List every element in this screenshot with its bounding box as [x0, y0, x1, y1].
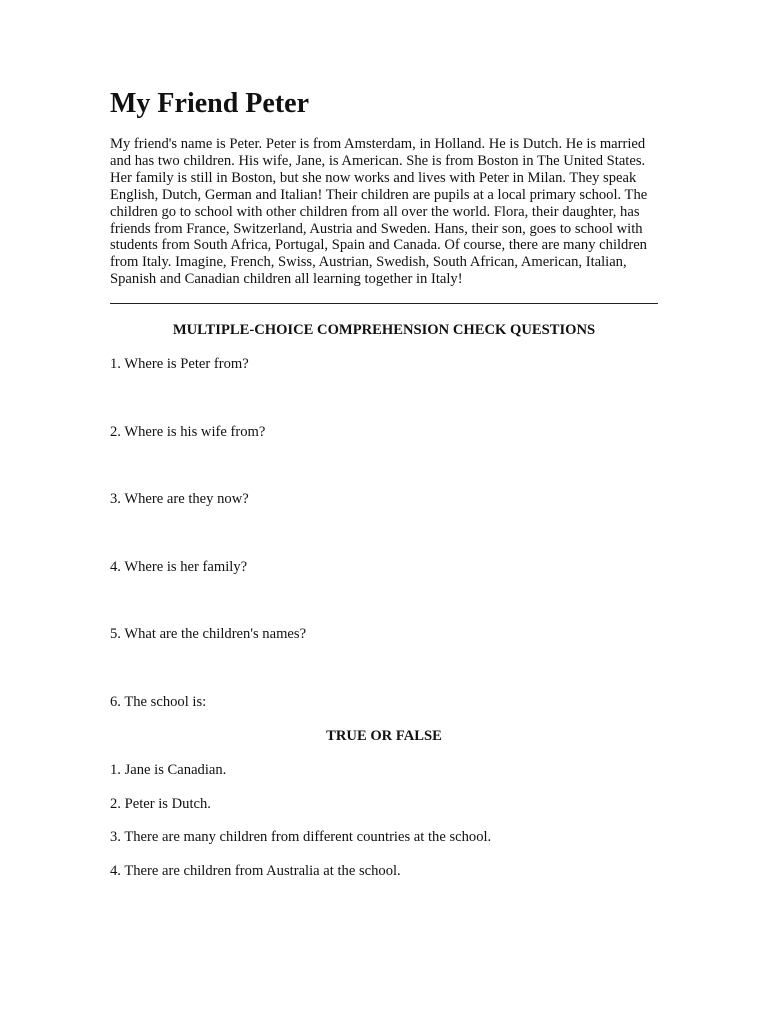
tf-section-heading: TRUE OR FALSE — [326, 728, 442, 744]
page-title: My Friend Peter — [110, 88, 310, 119]
mc-question-5: 5. What are the children's names? — [110, 626, 307, 642]
mc-question-6: 6. The school is: — [110, 694, 207, 710]
story-paragraph: My friend's name is Peter. Peter is from Amsterdam, in Holland. He is Dutch. He is married and has two children. His wife, Jane, is American. She is from Boston in The United States. Her family is still in Boston, but she now works and lives with Peter in Milan. They speak English, Dutch, German and Italian! Their children are pupils at a local primary school. The children go to school with other children from all over the world. Flora, their daughter, has friends from France, Switzerland, Austria and Sweden. Hans, their son, goes to school with students from South Africa, Portugal, Spain and Canada. Of course, there are many children from Italy. Imagine, French, Swiss, Austrian, Swedish, South African, American, Italian, Spanish and Canadian children all learning together in Italy! — [110, 136, 648, 288]
tf-statement-1: 1. Jane is Canadian. — [110, 762, 227, 778]
tf-statement-4: 4. There are children from Australia at the school. — [110, 863, 401, 879]
mc-question-1: 1. Where is Peter from? — [110, 356, 249, 372]
tf-statement-3: 3. There are many children from different countries at the school. — [110, 829, 492, 845]
section-divider — [110, 303, 658, 304]
mc-section-heading: MULTIPLE-CHOICE COMPREHENSION CHECK QUESTIONS — [172, 322, 596, 338]
tf-statement-2: 2. Peter is Dutch. — [110, 796, 211, 812]
mc-question-4: 4. Where is her family? — [110, 559, 248, 575]
mc-question-2: 2. Where is his wife from? — [110, 424, 266, 440]
mc-question-3: 3. Where are they now? — [110, 491, 249, 507]
